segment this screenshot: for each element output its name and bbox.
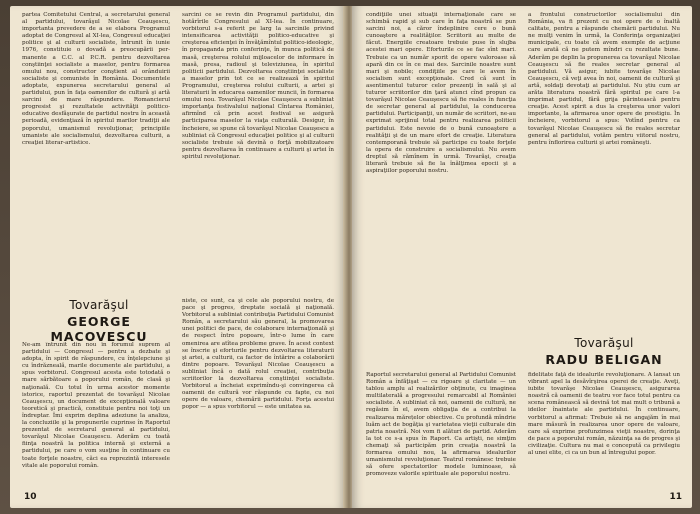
- right-col2-top-text: a frontului constructorilor socialismului din România, va fi prezent cu noi opere de o înaltă calitate, pentru a răspunde chemării partidului. Nu ne mulţi venim în urmă, la Conferinţa organizaţiei municipale, cu toate că avem exemple de acţiune care arată că ne putem mîndri cu rezultate bune. Aderăm pe deplin la propunerea ca tovarăşul Nicolae Ceauşescu să fie reales secretar general al partidului. Vă asigur, iubite tovarăşe Nicolae Ceauşescu, că veţi avea în noi, oamenii de cultură şi artă, soldaţi devotaţi ai partidului. Nu ştiu cum ar arăta literatura noastră fără spiritul pe care l-a imprimat partidul, fără grija părintească pentru creaţie. Acest spirit a dus la creşterea unor valori importante, la afirmarea unor opere de prestigiu. În încheiere, vorbitorul a spus: Votînd pentru ca tovarăşul Nicolae Ceauşescu să fie reales secretar general al partidului, votăm pentru viitorul nostru, pentru înflorirea culturii şi artei româneşti.: [528, 12, 680, 146]
- left-col1-top-text: partea Comitetului Central, a secretarului general al partidului, tovarăşul Nicolae Ceauşescu, importanta prevedere de a se elabora Programul adoptat de Congresul al XI-lea, Congresul educaţiei politice şi al culturii socialiste, întrunit în iunie 1976, constituie o dovadă a preocupării permanente a C.C. al P.C.R. pentru dezvoltarea conştiinţei socialiste a maselor, pentru formarea omului nou, constructor conştient al orânduirii socialiste şi comuniste în România. Documentele adoptate, expunerea secretarului general al partidului, pun în faţa oamenilor de cultură şi artă sarcini de mare răspundere. Romancierul progresist şi rezultatele activităţii politico-educative desfăşurate de partidul nostru în această perioadă, evidenţiază în spiritul marilor tradiţii ale poporului, umanismul revoluţionar, principiile umaniste ale socialismului, dezvoltarea culturii, a creaţiei literar-artistice.: [22, 12, 170, 146]
- right-speaker-heading: [528, 336, 680, 367]
- right-col1-bottom-text: Raportul secretarului general al Partidului Comunist Român a înfăţişat — cu rigoare şi claritate — un tablou amplu al realizărilor obţinute, cu imaginea multilaterală a progresului remarcabil al României socialiste. A subliniat că noi, oamenii de cultură, ne regăsim în el, avem obligaţia de a contribui la realizarea mărețelor obiective. Cu profundă mîndrie luăm act de bogăţia şi varietatea vieţii culturale din patria noastră. Noi vom fi alături de partid. Aderăm la tot ce s-a spus în Raport. Ca artişti, ne simţim chemaţi să participăm prin creaţia noastră la formarea omului nou, la afirmarea idealurilor umanismului revoluţionar. Teatrul românesc trebuie să ofere spectatorilor modele luminoase, să promoveze valorile spirituale ale poporului nostru.: [366, 372, 516, 478]
- right-col2-bottom: [528, 372, 680, 486]
- left-speaker-honorific: Tovarăşul: [69, 298, 129, 312]
- right-speaker-honorific: Tovarăşul: [574, 336, 634, 350]
- right-page-number: 11: [669, 492, 682, 502]
- left-speaker-name: GEORGE MACOVESCU: [50, 314, 148, 344]
- right-col1-top-text: condiţiile unei situaţii internaţionale care se schimbă rapid şi sub care în faţa noastră se pun sarcini noi, a căror îndeplinire cere o bună cunoaştere a realităţilor. Scriitorii au multe de făcut. Energiile creatoare trebuie puse în slujba acestei mari opere. Eforturile ce se fac sînt mari. Trebuie ca un număr sporit de opere valoroase să apară din ce în ce mai des. Sarcinile noastre sunt mari şi nobile; condiţiile pe care le avem în socialism sunt excepţionale. Cred că sunt în asentimentul tuturor celor prezenţi în sală şi al tuturor scriitorilor din ţară atunci cînd propun ca tovarăşul Nicolae Ceauşescu să fie reales în funcţia de secretar general al partidului, la conducerea partidului. Participanţii, un număr de scriitori, ne-au exprimat sprijinul total pentru realizarea politicii partidului. Este nevoie de o bună cunoaştere a realităţii şi de un mare efort de creaţie. Literatura contemporană trebuie să participe cu toate forţele la opera de construire a socialismului. Nu avem dreptul să rămînem în urmă. Tovarăşi, creaţia literară trebuie să fie la înălţimea epocii şi a aspiraţiilor poporului nostru.: [366, 12, 516, 175]
- left-speaker-heading: [24, 298, 174, 344]
- left-col2-top: [182, 12, 334, 274]
- right-col2-bottom-text: fidelitate faţă de idealurile revoluţionare. A lansat un vibrant apel la desăvîrşirea operei de creaţie. Aveţi, iubite tovarăşe Nicolae Ceauşescu, asigurarea noastră că oamenii de teatru vor face totul pentru ca scena românească să devină tot mai mult o tribună a ideilor înaintate ale partidului. În continuare, vorbitorul a afirmat: Trebuie să ne angajăm în mai mare măsură în realizarea unor opere de valoare, care să exprime profunzimea vieţii noastre, dorinţa de pace a poporului român, năzuinţa sa de progres şi civilizaţie. Cultura nu mai e concepută ca privilegiu al unei elite, ci ca un bun al întregului popor.: [528, 372, 680, 457]
- right-col1-bottom: [366, 372, 516, 494]
- left-page-number: 10: [24, 492, 37, 502]
- right-page: [352, 6, 692, 508]
- left-col1-bottom-text: Ne-am întrunit din nou în forumul suprem al partidului — Congresul — pentru a dezbate şi adopta, în spirit de răspundere, cu înţelepciune şi cu îndrăzneală, marile documente ale partidului, a spus vorbitorul. Congresul acesta este totodată o mare sărbătoare a poporului român, de clasă şi naţională. Cu totul în urma acestor momente istorice, raportul prezentat de tovarăşul Nicolae Ceauşescu, un document de excepţională valoare teoretică şi practică, constituie pentru noi toţi un îndreptar. Îmi exprim deplina adeziune la analiza, la concluziile şi la propunerile cuprinse în Raportul prezentat de secretarul general al partidului, tovarăşul Nicolae Ceauşescu. Aderăm cu toată fiinţa noastră la politica internă şi externă a partidului, pe care o vom susţine în continuare cu toate forţele noastre, căci ea reprezintă interesele vitale ale poporului român.: [22, 342, 170, 469]
- right-col1-top: [366, 12, 516, 292]
- right-speaker-name: RADU BELIGAN: [545, 352, 663, 367]
- left-col2-bottom-text: niste, ce sunt, ca şi cele ale poporului nostru, de pace şi progres, dreptate socială şi naţională. Vorbitorul a subliniat contribuţia Partidului Comunist Român, a secretarului său general, la promovarea unei politici de pace, de colaborare internaţională şi de respect între popoare, într-o lume în care omenirea are atîtea probleme grave. În acest context se înscrie şi eforturile pentru dezvoltarea literaturii şi artei, a culturii, ca factor de întărire a colaborării dintre popoare. Tovarăşul Nicolae Ceauşescu a subliniat încă o dată rolul creaţiei, contribuţia scriitorilor la dezvoltarea conştiinţei socialiste. Vorbitorul a încheiat exprimîndu-şi convingerea că oamenii de cultură vor răspunde cu fapte, cu noi opere de valoare, chemării partidului. Forţa acestui popor — a spus vorbitorul — este unitatea sa.: [182, 298, 334, 411]
- left-col2-bottom: [182, 298, 334, 490]
- right-col2-top: [528, 12, 680, 324]
- left-page: [10, 6, 345, 508]
- left-col1-bottom: [22, 342, 170, 490]
- left-col1-top: [22, 12, 170, 274]
- left-col2-top-text: sarcini ce se revin din Programul partidului, din hotărîrile Congresului al XI-lea. În continuare, vorbitorul s-a referit pe larg la sarcinile privind intensificarea activităţii politico-educative şi creşterea eficienţei în învăţămîntul politico-ideologic, în propaganda prin conferinţe, în munca politică de masă, creşterea rolului mijloacelor de informare în masă, presa, radioul şi televiziunea, în spiritul politicii partidului. Dezvoltarea conştiinţei socialiste a maselor prin tot ce se realizează în spiritul Programului, creşterea rolului culturii, a artei şi literaturii în educarea oamenilor muncii, în formarea omului nou. Tovarăşul Nicolae Ceauşescu a subliniat importanţa festivalului naţional Cîntarea României, afirmînd că prin acest festival se asigură participarea maselor la viaţa culturală. Desigur, în încheiere, se spune că tovarăşul Nicolae Ceauşescu a subliniat că Congresul educaţiei politice şi al culturii socialiste trebuie să devină o forţă mobilizatoare pentru dezvoltarea în continuare a culturii şi artei în spiritul revoluţionar.: [182, 12, 334, 160]
